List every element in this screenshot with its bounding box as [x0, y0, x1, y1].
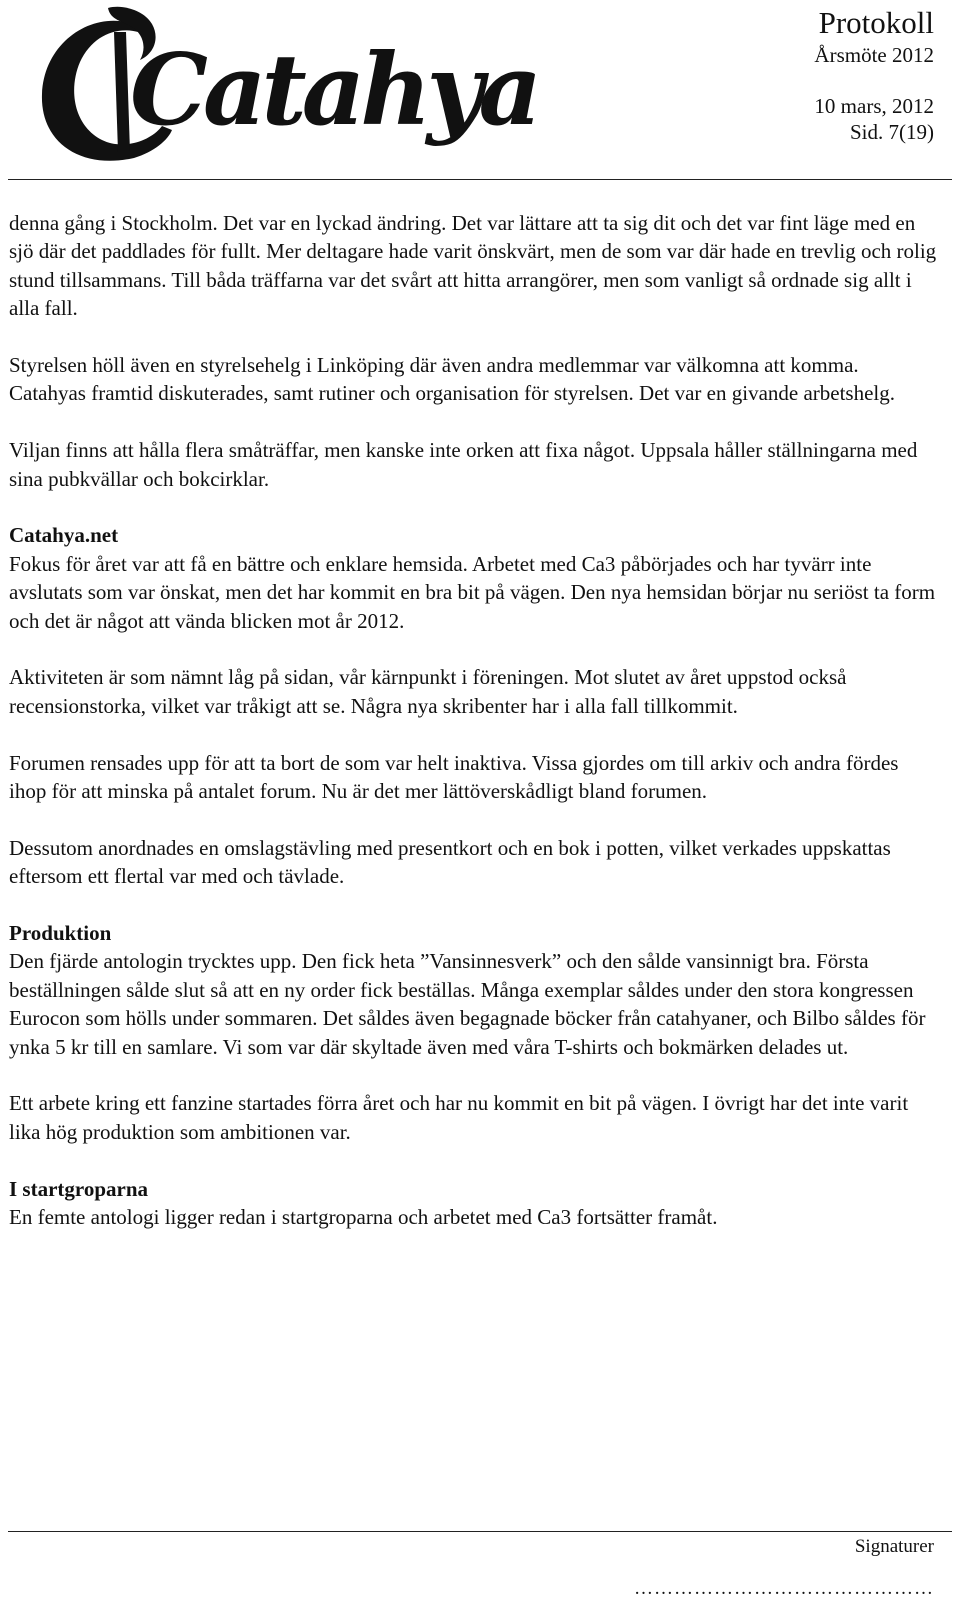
paragraph: denna gång i Stockholm. Det var en lyckad ändring. Det var lättare att ta sig dit och det var fint läge med en sjö där det paddlades för fullt. Mer deltagare hade varit önskvärt, men de som var där hade en trevlig och rolig stund tillsammans. Till båda träffarna var det svårt att hitta arrangörer, men som vanligt så ordnade sig allt i alla fall. — [9, 211, 937, 321]
paragraph: En femte antologi ligger redan i startgroparna och arbetet med Ca3 fortsätter framåt. — [9, 1205, 718, 1230]
signatures-label: Signaturer — [854, 1536, 934, 1557]
footer-divider — [8, 1531, 952, 1532]
paragraph: Dessutom anordnades en omslagstävling med presentkort och en bok i potten, vilket verkades uppskattas eftersom ett flertal var med och tävlade. — [9, 835, 891, 889]
section-heading-produktion: Produktion — [9, 921, 112, 946]
paragraph: Ett arbete kring ett fanzine startades förra året och har nu kommit en bit på vägen. I övrigt har det inte varit lika hög produktion som ambitionen var. — [9, 1091, 909, 1144]
logo-wordmark: Catahya — [130, 33, 537, 148]
catahya-logo — [22, 2, 537, 172]
header-divider — [8, 179, 952, 180]
document-header — [814, 4, 934, 145]
document-body — [9, 209, 940, 1260]
signature-line: ……………………………………… — [634, 1578, 934, 1599]
paragraph: Den fjärde antologin trycktes upp. Den fick heta ”Vansinnesverk” och den sålde vansinnigt bra. Första beställningen sålde slut så att en ny order fick beställas. Många exemplar såldes under den stora kongressen Eurocon som hölls under sommaren. Det såldes även begagnade böcker från catahyaner, och Bilbo såldes för ynka 5 kr till en samlare. Vi som var där skyltade även med våra T-shirts och bokmärken delades ut. — [9, 949, 926, 1059]
paragraph: Viljan finns att hålla flera småträffar, men kanske inte orken att fixa något. Uppsala håller ställningarna med sina pubkvällar och bokcirklar. — [9, 438, 918, 491]
section-heading-i-startgroparna: I startgroparna — [9, 1176, 149, 1201]
paragraph: Aktiviteten är som nämnt låg på sidan, vår kärnpunkt i föreningen. Mot slutet av året uppstod också recensionstorka, vilket var tråkigt att se. Några nya skribenter har i alla fall tillkommit. — [9, 665, 847, 718]
page-number: Sid. 7(19) — [850, 119, 934, 144]
paragraph: Forumen rensades upp för att ta bort de som var helt inaktiva. Vissa gjordes om till arkiv och andra fördes ihop för att minska på antalet forum. Nu är det mer lättöverskådligt bland forumen. — [9, 750, 899, 804]
paragraph: Styrelsen höll även en styrelsehelg i Linköping där även andra medlemmar var välkomna att komma. Catahyas framtid diskuterades, samt rutiner och organisation för styrelsen. Det var en givande arbetshelg. — [9, 353, 896, 406]
document-subtitle: Årsmöte 2012 — [814, 43, 934, 68]
paragraph: Fokus för året var att få en bättre och enklare hemsida. Arbetet med Ca3 påbörjades och har tyvärr inte avslutats som var önskat, men det har kommit en bra bit på vägen. Den nya hemsidan börjar nu seriöst ta form och det är något att vända blicken mot år 2012. — [9, 551, 936, 633]
document-title: Protokoll — [818, 5, 934, 40]
section-heading-catahya-net: Catahya.net — [9, 523, 119, 548]
document-date: 10 mars, 2012 — [814, 94, 934, 119]
